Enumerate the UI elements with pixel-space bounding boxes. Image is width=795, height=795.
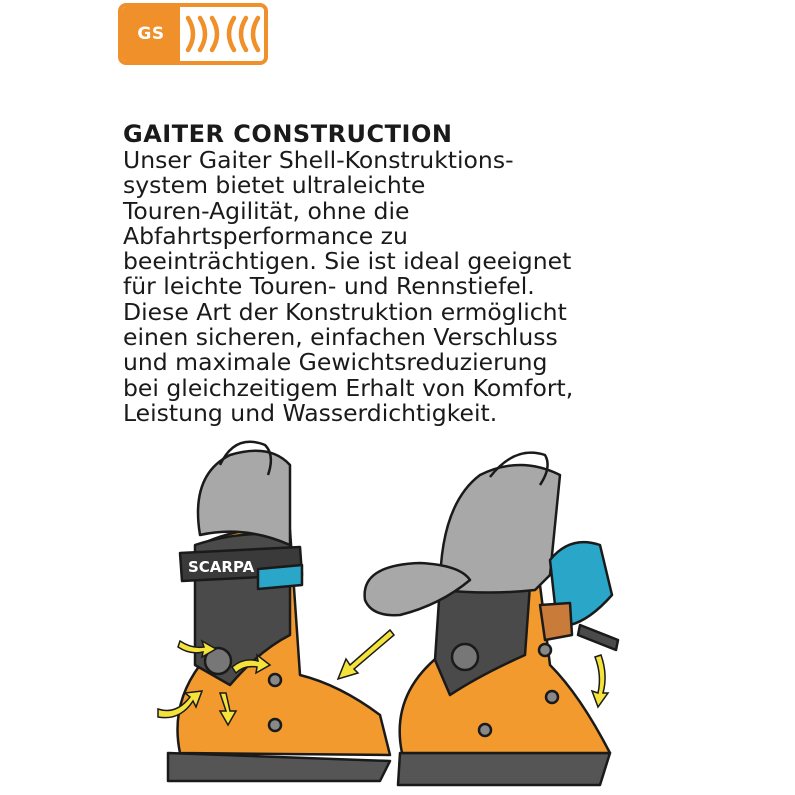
description-line: für leichte Touren- und Rennstiefel. xyxy=(123,272,535,301)
description-line: einen sicheren, einfachen Verschluss xyxy=(123,323,558,352)
description-line: system bietet ultraleichte xyxy=(123,171,426,200)
description-line: Touren-Agilität, ohne die xyxy=(123,196,410,225)
closed-boot-drawing xyxy=(168,442,390,781)
section-heading: GAITER CONSTRUCTION xyxy=(123,120,453,148)
badge-code: GS xyxy=(122,7,180,61)
gaiter-wave-icon xyxy=(180,7,264,61)
description-line: beeinträchtigen. Sie ist ideal geeignet xyxy=(123,247,572,276)
description-line: und maximale Gewichtsreduzierung xyxy=(123,348,548,377)
description-paragraph xyxy=(123,148,683,426)
description-line: Abfahrtsperformance zu xyxy=(123,221,408,250)
boot-illustration xyxy=(140,435,660,795)
brand-logo: SCARPA xyxy=(188,558,255,576)
description-line: Unser Gaiter Shell-Konstruktions- xyxy=(123,146,514,174)
description-line: bei gleichzeitigem Erhalt von Komfort, xyxy=(123,373,574,402)
open-boot-drawing xyxy=(365,453,618,785)
description-line: Diese Art der Konstruktion ermöglicht xyxy=(123,297,567,326)
description-line: Leistung und Wasserdichtigkeit. xyxy=(123,398,498,427)
gs-badge xyxy=(118,3,268,65)
